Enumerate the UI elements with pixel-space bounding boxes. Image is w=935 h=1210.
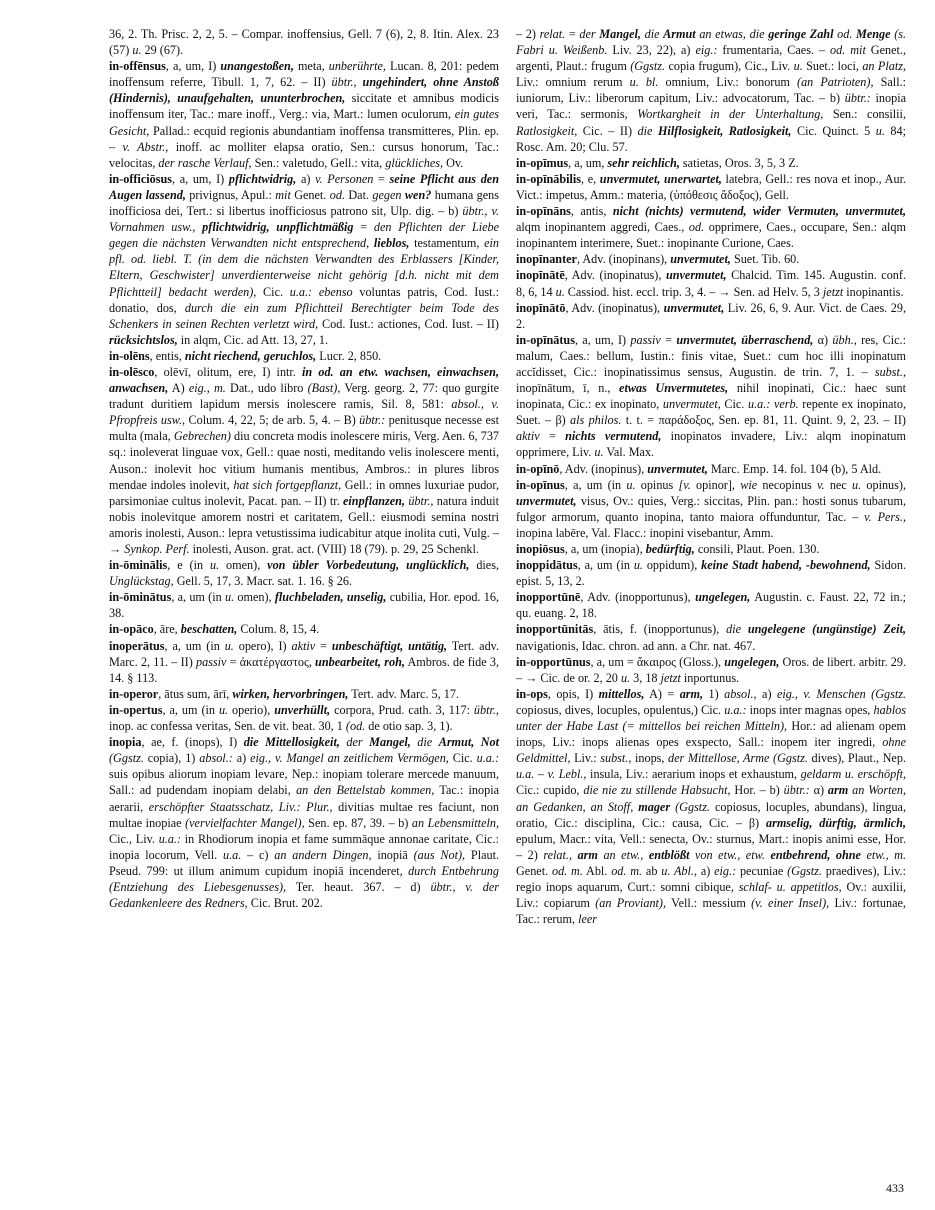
dictionary-entry: in-opīnāns, antis, nicht (nichts) vermutend, wider Vermuten, unvermutet, alqm inopinantem aggredi, Caes., od. opprimere, Caes., occupare, Sen.: alqm inopinantem interimere, Suet.: inopinante Curione, Caes. (516, 204, 906, 251)
dictionary-entry: in-offēnsus, a, um, I) unangestoßen, meta, unberührte, Lucan. 8, 201: pedem inoffensum referre, Tibull. 1, 7, 62. – II) übtr., ungehindert, ohne Anstoß (Hindernis), unaufgehalten, ununterbrochen, siccitate et amnibus modicis inoffensum iter, Tac.: mare inoff., Verg.: via, Mart.: lumen oculorum, ein gutes Gesicht, Pallad.: ecquid regionis abundantiam inoffensa transmitteres, Plin. ep. – v. Abstr., inoff. ac molliter elapsa oratio, Sen.: cursus honorum, Tac.: velocitas, der rasche Verlauf, Sen.: valetudo, Gell.: vita, glückliches, Ov. (109, 59, 500, 170)
dictionary-entry: inopiōsus, a, um (inopia), bedürftig, consili, Plaut. Poen. 130. (516, 542, 820, 556)
dictionary-entry: inopportūnē, Adv. (inopportunus), ungelegen, Augustin. c. Faust. 22, 72 in.; qu. euang. 2, 18. (516, 590, 906, 621)
page-number: 433 (886, 1181, 904, 1195)
dictionary-entry: in-olēns, entis, nicht riechend, geruchlos, Lucr. 2, 850. (109, 348, 382, 363)
dictionary-entry: inopia, ae, f. (inops), I) die Mittellosigkeit, der Mangel, die Armut, Not (Ggstz. copia), 1) absol.: a) eig., v. Mangel an zeitlichem Vermögen, Cic. u.a.: suis opibus aliorum inopiam levare, Nep.: inopiam tolerare mercede manuum, Sall.: ad pudendam inopiam delabi, an den Bettelstab kommen, Tac.: inopia aerarii, erschöpfter Staatsschatz, Liv.: Plur., divitias multae res faciunt, non multae inopiae (vervielfachter Mangel), Sen. ep. 87, 39. – b) an Lebensmitteln, Cic., Liv. u.a.: in Rhodiorum inopia et fame summāque annonae caritate, Cic.: inopia locorum, Vell. u.a. – c) an andern Dingen, inopiā (aus Not), Plaut. Pseud. 799: ut illum animum cupidum inopiā incenderet, durch Entbehrung (Entziehung des Liebesgenusses), Ter. heaut. 367. – d) übtr., v. der Gedankenleere des Redners, Cic. Brut. 202. (109, 735, 500, 911)
dictionary-entry: in-officiōsus, a, um, I) pflichtwidrig, a) v. Personen = seine Pflicht aus den Augen lassend, privignus, Apul.: mit Genet. od. Dat. gegen wen? humana gens inofficiosa dei, Tert.: si libertus inofficiosus patrono sit, Ulp. dig. – b) übtr., v. Vornahmen usw., pflichtwidrig, unpflichtmäßig = den Pflichten der Liebe gegen die nächsten Verwandten nicht entsprechend, lieblos, testamentum, ein pfl. od. liebl. T. (in dem die nächsten Verwandten des Erblassers [Kinder, Eltern, Geschwister] unverdienterweise nicht gehörig [d.h. nicht mit dem Pflichtteil] bedacht werden), Cic. u.a.: ebenso voluntas patris, Cod. Iust.: donatio, dos, durch die ein zum Pflichtteil Berechtigter beim Tode des Schenkers in seinen Rechten verletzt wird, Cod. Iust.: actiones, Cod. Iust. – II) rücksichtslos, in alqm, Cic. ad Att. 13, 27, 1. (109, 171, 500, 347)
dictionary-entry: in-ōminātus, a, um (in u. omen), fluchbeladen, unselig, cubilia, Hor. epod. 16, 38. (109, 590, 500, 621)
dictionary-entry: in-opertus, a, um (in u. operio), unverhüllt, corpora, Prud. cath. 3, 117: übtr., inop. ac confessa veritas, Sen. de vit. beat. 30, 1 (od. de otio sap. 3, 1). (109, 702, 499, 734)
dictionary-entry: in-opīnus, a, um (in u. opinus [v. opinor], wie necopinus v. nec u. opinus), unvermutet, visus, Ov.: quies, Verg.: siccitas, Plin. pan.: hosti sonus tubarum, fulgor armorum, quanto inopina, tanto maiora offunduntur, Tac. – v. Pers., inopina labēre, Val. Flacc.: inopini visebantur, Amm. (516, 477, 907, 540)
dictionary-entry: in-operor, ātus sum, ārī, wirken, hervorbringen, Tert. adv. Marc. 5, 17. (109, 686, 459, 701)
dictionary-entry: in-opportūnus, a, um = ἄκαιρος (Gloss.), ungelegen, Oros. de libert. arbitr. 29. – → Cic. de or. 2, 20 u. 3, 18 jetzt inportunus. (516, 654, 907, 685)
dictionary-entry: in-olēsco, olēvī, olitum, ere, I) intr. in od. an etw. wachsen, einwachsen, anwachsen, A) eig., m. Dat., udo libro (Bast), Verg. georg. 2, 77: quo gurgite tradunt duritiem lapidum mersis inolescere ramis, Sil. 8, 581: absol., v. Pfropfreis usw., Colum. 4, 22, 5; de arb. 5, 4. – B) übtr.: penitusque necesse est multa (mala, Gebrechen) diu concreta modis inolescere miris, Verg. Aen. 6, 737 sq.: inoleverat linguae vox, Gell.: quae nosti, meditando velis inolescere menti, Auson.: inolevit hoc vitium humanis mentibus, Ambros.: in plures libros mendae indoles inolevit, hat sich fortgepflanzt, Gell.: in omnes luxuriae pudor, parsimoniae cultus inolevit, Pacat. pan. – II) tr. einpflanzen, übtr., natura induit nobis inolevitque amorem nostri et caritatem, Gell.: eiusmodi semina nostri amoris inolesti, Auson.: lepra vetustissima iudicabitur atque inolita cuti, Vulg. – → Synkop. Perf. inolesti, Auson. grat. act. (VIII) 18 (79). p. 29, 25 Schenkl. (109, 364, 500, 556)
dictionary-entry: in-opāco, āre, beschatten, Colum. 8, 15, 4. (109, 622, 320, 637)
dictionary-entry: in-opīmus, a, um, sehr reichlich, satietas, Oros. 3, 5, 3 Z. (516, 155, 799, 170)
dictionary-entry: inopīnātō, Adv. (inopinatus), unvermutet, Liv. 26, 6, 9. Aur. Vict. de Caes. 29, 2. (516, 300, 907, 331)
dictionary-entry: 36, 2. Th. Prisc. 2, 2, 5. – Compar. inoffensius, Gell. 7 (6), 2, 8. Itin. Alex. 23 (57) u. 29 (67). (109, 27, 499, 58)
dictionary-entry: in-opīnātus, a, um, I) passiv = unvermutet, überraschend, α) übh., res, Cic.: malum, Caes.: bellum, Iustin.: finis vitae, Suet.: cum hoc illi inopinatum accĭdisset, Cic.: inopinatissimus sensus, Augustin. de trin. 7, 1. – subst., inopīnātum, ī, n., etwas Unvermutetes, nihil inopinati, Cic.: haec sunt inopinata, Cic.: ex inopinato, unvermutet, Cic. u.a.: verb. repente ex inopinato, Suet. – β) als philos. t. t. = παράδοξος, Sen. ep. 81, 11. Quint. 9, 2, 23. – II) aktiv = nichts vermutend, inopinatos invadere, Liv.: alqm inopinatum opprimere, Liv. u. Val. Max. (516, 332, 907, 460)
dictionary-entry: in-ops, opis, I) mittellos, A) = arm, 1) absol., a) eig., v. Menschen (Ggstz. copiosus, dives, locuples, opulentus,) Cic. u.a.: inops inter magnas opes, hablos unter der Habe Last (= mittellos bei reichen Mitteln), Hor.: ad alienam opem inops, Liv.: inops alienas opes exspecto, Sall.: inopem iter ingredi, ohne Geldmittel, Liv.: subst., inops, der Mittellose, Arme (Ggstz. dives), Plaut., Nep. u.a. – v. Lebl., insula, Liv.: aerarium inops et exhaustum, geldarm u. erschöpft, Cic.: cupido, die nie zu stillende Habsucht, Hor. – b) übtr.: α) arm an Worten, an Gedanken, an Stoff, mager (Ggstz. copiosus, locuples, abundans), lingua, oratio, Cic.: disciplina, Cic.: causa, Cic. – β) armselig, dürftig, ärmlich, epulum, Macr.: vita, Vell.: senecta, Ov.: sturnus, Mart.: inopis animi esse, Hor. – 2) relat., arm an etw., entblößt von etw., etw. entbehrend, ohne etw., m. Genet. od. m. Abl. od. m. ab u. Abl., a) eig.: pecuniae (Ggstz. praedives), Liv.: regio inops aquarum, Curt.: somni cibique, schlaf- u. appetitlos, Ov.: auxilii, Liv.: copiarum (an Proviant), Vell.: messium (v. einer Insel), Liv.: fortunae, Tac.: rerum, leer (516, 686, 907, 927)
dictionary-entry: inopportūnitās, ātis, f. (inopportunus), die ungelegene (ungünstige) Zeit, navigationis, Idac. chron. ad ann. a Chr. nat. 467. (516, 622, 907, 653)
dictionary-entry: in-opīnābilis, e, unvermutet, unerwartet, latebra, Gell.: res nova et inop., Aur. Vict.: impetus, Amm.: materia, (ὑπόθεσις ἄδοξος), Gell. (516, 171, 906, 202)
dictionary-entry: inoppidātus, a, um (in u. oppidum), keine Stadt habend, -bewohnend, Sidon. epist. 5, 13, 2. (516, 558, 906, 589)
dictionary-entry: inopīnātē, Adv. (inopinatus), unvermutet, Chalcid. Tim. 145. Augustin. conf. 8, 6, 14 u. Cassiod. hist. eccl. trip. 3, 4. – → Sen. ad Helv. 5, 3 jetzt inopinantis. (516, 268, 906, 299)
left-column (109, 26, 499, 911)
dictionary-entry: – 2) relat. = der Mangel, die Armut an etwas, die geringe Zahl od. Menge (s. Fabri u. Weißenb. Liv. 23, 22), a) eig.: frumentaria, Caes. – od. mit Genet., argenti, Plaut.: frugum (Ggstz. copia frugum), Cic., Liv. u. Suet.: loci, an Platz, Liv.: omnium rerum u. bl. omnium, Liv.: bonorum (an Patrioten), Sall.: iuniorum, Liv.: liberorum capitum, Liv.: advocatorum, Tac. – b) übtr.: inopia veri, Tac.: sermonis, Wortkargheit in der Unterhaltung, Sen.: consilii, Ratlosigkeit, Cic. – II) die Hilflosigkeit, Ratlosigkeit, Cic. Quinct. 5 u. 84; Rosc. Am. 20; Clu. 57. (516, 27, 907, 154)
dictionary-entry: inopīnanter, Adv. (inopinans), unvermutet, Suet. Tib. 60. (516, 252, 800, 267)
dictionary-entry: in-ōminālis, e (in u. omen), von übler Vorbedeutung, unglücklich, dies, Unglückstag, Gell. 5, 17, 3. Macr. sat. 1. 16. § 26. (109, 558, 500, 589)
dictionary-entry: inoperātus, a, um (in u. opero), I) aktiv = unbeschäftigt, untätig, Tert. adv. Marc. 2, 11. – II) passiv = ἀκατέργαστος, unbearbeitet, roh, Ambros. de fide 3, 14. § 113. (109, 638, 500, 685)
dictionary-entry: in-opīnō, Adv. (inopinus), unvermutet, Marc. Emp. 14. fol. 104 (b), 5 Ald. (516, 461, 882, 476)
right-column (516, 26, 906, 927)
